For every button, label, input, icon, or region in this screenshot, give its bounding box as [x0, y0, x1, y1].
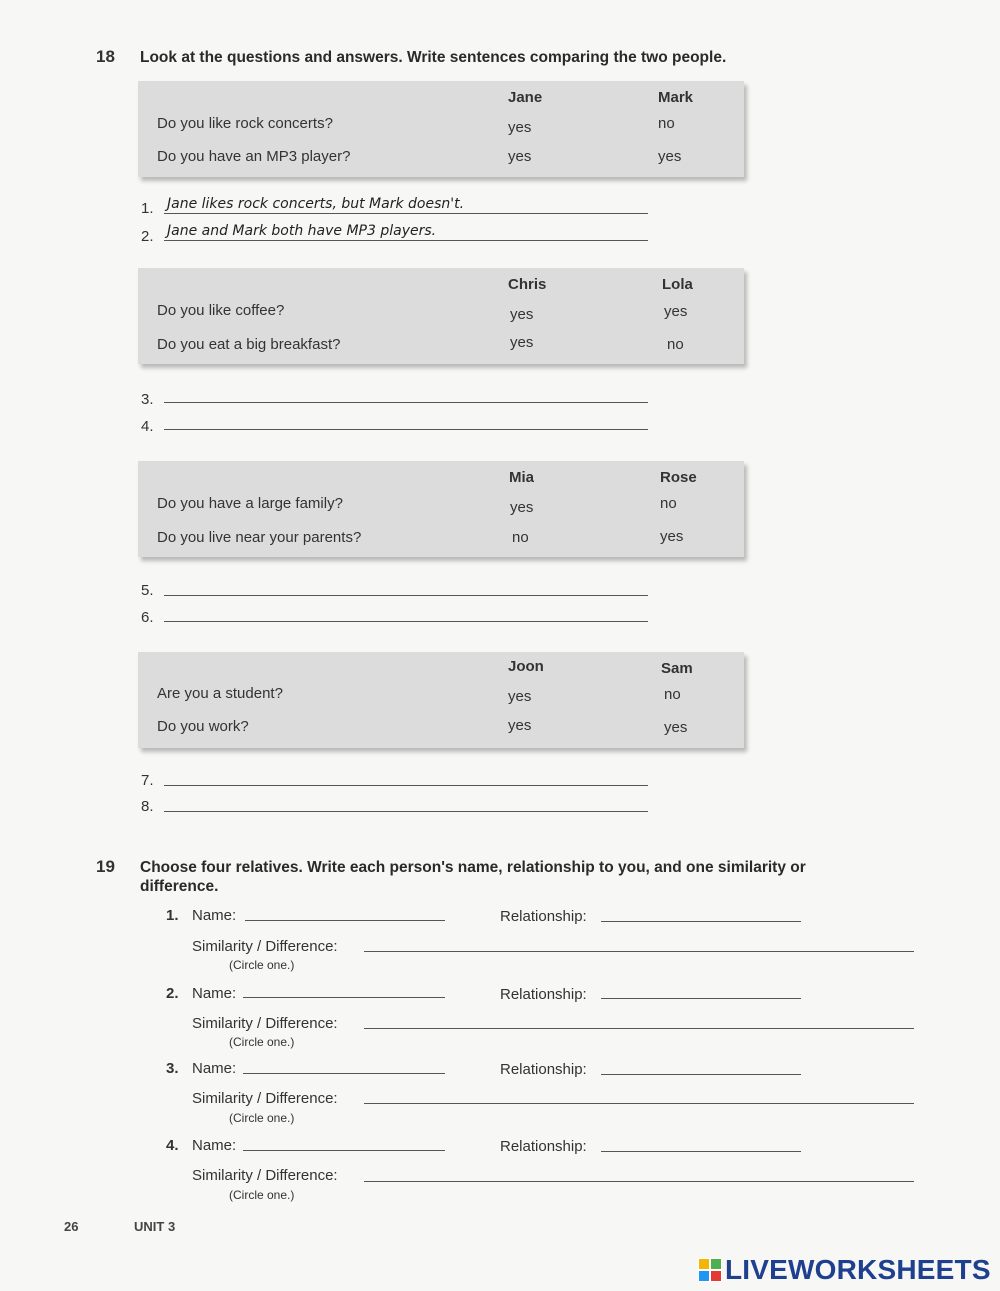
name-line-4[interactable] — [243, 1150, 445, 1151]
page-number: 26 — [64, 1219, 79, 1234]
relative-number-2: 2. — [166, 985, 179, 1002]
similarity-line-2[interactable] — [364, 1028, 914, 1029]
comparison-table-4 — [138, 652, 744, 748]
name-label: Name: — [192, 907, 237, 924]
person1-header: Mia — [509, 469, 535, 486]
exercise-19-instruction-line1: Choose four relatives. Write each person's name, relationship to you, and one similarity or — [140, 859, 806, 876]
answer-person2: no — [667, 336, 684, 353]
person1-header: Jane — [508, 89, 543, 106]
answer-text-2: Jane and Mark both have MP3 players. — [167, 223, 437, 239]
answer-person1: yes — [508, 119, 532, 136]
similarity-line-1[interactable] — [364, 951, 914, 952]
name-line-2[interactable] — [243, 997, 445, 998]
exercise-19-instruction-line2: difference. — [140, 878, 219, 895]
question: Do you have an MP3 player? — [157, 148, 351, 165]
answer-person2: no — [664, 686, 681, 703]
question: Do you live near your parents? — [157, 529, 362, 546]
liveworksheets-logo-icon — [698, 1258, 722, 1282]
answer-person2: yes — [664, 719, 688, 736]
exercise-18-number: 18 — [96, 47, 115, 66]
answer-line-4[interactable] — [164, 429, 648, 430]
answer-person1: yes — [508, 717, 532, 734]
circle-one-note: (Circle one.) — [229, 1111, 295, 1125]
similarity-line-3[interactable] — [364, 1103, 914, 1104]
answer-line-2[interactable] — [164, 240, 648, 241]
answer-line-1[interactable] — [164, 213, 648, 214]
similarity-difference-label: Similarity / Difference: — [192, 938, 338, 955]
relationship-line-1[interactable] — [601, 921, 801, 922]
answer-line-5[interactable] — [164, 595, 648, 596]
question: Are you a student? — [157, 685, 283, 702]
person1-header: Chris — [508, 276, 547, 293]
comparison-table-1 — [138, 81, 744, 177]
relationship-line-2[interactable] — [601, 998, 801, 999]
comparison-table-3 — [138, 461, 744, 557]
relative-number-1: 1. — [166, 907, 179, 924]
relationship-label: Relationship: — [500, 1061, 587, 1078]
relative-number-4: 4. — [166, 1137, 179, 1154]
answer-person1: yes — [510, 306, 534, 323]
answer-person1: no — [512, 529, 529, 546]
name-line-1[interactable] — [245, 920, 445, 921]
answer-person2: yes — [664, 303, 688, 320]
answer-person1: yes — [510, 499, 534, 516]
logo-square-icon — [698, 1270, 710, 1282]
question: Do you eat a big breakfast? — [157, 336, 341, 353]
relationship-label: Relationship: — [500, 1138, 587, 1155]
person2-header: Sam — [661, 660, 693, 677]
answer-number-5: 5. — [141, 582, 154, 599]
similarity-line-4[interactable] — [364, 1181, 914, 1182]
person2-header: Rose — [660, 469, 697, 486]
name-label: Name: — [192, 985, 237, 1002]
similarity-difference-label: Similarity / Difference: — [192, 1167, 338, 1184]
answer-number-1: 1. — [141, 200, 154, 217]
answer-line-7[interactable] — [164, 785, 648, 786]
answer-text-1: Jane likes rock concerts, but Mark doesn't. — [167, 196, 465, 212]
unit-label: UNIT 3 — [134, 1219, 176, 1234]
answer-number-8: 8. — [141, 798, 154, 815]
answer-number-7: 7. — [141, 772, 154, 789]
answer-person2: yes — [660, 528, 684, 545]
answer-person1: yes — [510, 334, 534, 351]
answer-number-3: 3. — [141, 391, 154, 408]
similarity-difference-label: Similarity / Difference: — [192, 1090, 338, 1107]
relationship-label: Relationship: — [500, 986, 587, 1003]
liveworksheets-logo — [698, 1254, 991, 1286]
similarity-difference-label: Similarity / Difference: — [192, 1015, 338, 1032]
answer-number-2: 2. — [141, 228, 154, 245]
question: Do you like rock concerts? — [157, 115, 333, 132]
liveworksheets-wordmark: LIVEWORKSHEETS — [725, 1254, 991, 1285]
name-label: Name: — [192, 1137, 237, 1154]
name-line-3[interactable] — [243, 1073, 445, 1074]
circle-one-note: (Circle one.) — [229, 958, 295, 972]
comparison-table-2 — [138, 268, 744, 364]
relationship-line-3[interactable] — [601, 1074, 801, 1075]
relationship-label: Relationship: — [500, 908, 587, 925]
relationship-line-4[interactable] — [601, 1151, 801, 1152]
answer-number-4: 4. — [141, 418, 154, 435]
exercise-18-instruction: Look at the questions and answers. Write sentences comparing the two people. — [140, 49, 727, 66]
circle-one-note: (Circle one.) — [229, 1188, 295, 1202]
person1-header: Joon — [508, 658, 544, 675]
person2-header: Lola — [662, 276, 693, 293]
person2-header: Mark — [658, 89, 694, 106]
name-label: Name: — [192, 1060, 237, 1077]
exercise-19-number: 19 — [96, 857, 115, 876]
answer-line-6[interactable] — [164, 621, 648, 622]
question: Do you have a large family? — [157, 495, 343, 512]
answer-person2: yes — [658, 148, 682, 165]
question: Do you like coffee? — [157, 302, 285, 319]
answer-person2: no — [658, 115, 675, 132]
logo-square-icon — [710, 1258, 722, 1270]
logo-square-icon — [698, 1258, 710, 1270]
circle-one-note: (Circle one.) — [229, 1035, 295, 1049]
answer-line-3[interactable] — [164, 402, 648, 403]
logo-square-icon — [710, 1270, 722, 1282]
question: Do you work? — [157, 718, 249, 735]
answer-number-6: 6. — [141, 609, 154, 626]
answer-person2: no — [660, 495, 677, 512]
answer-line-8[interactable] — [164, 811, 648, 812]
answer-person1: yes — [508, 148, 532, 165]
answer-person1: yes — [508, 688, 532, 705]
relative-number-3: 3. — [166, 1060, 179, 1077]
